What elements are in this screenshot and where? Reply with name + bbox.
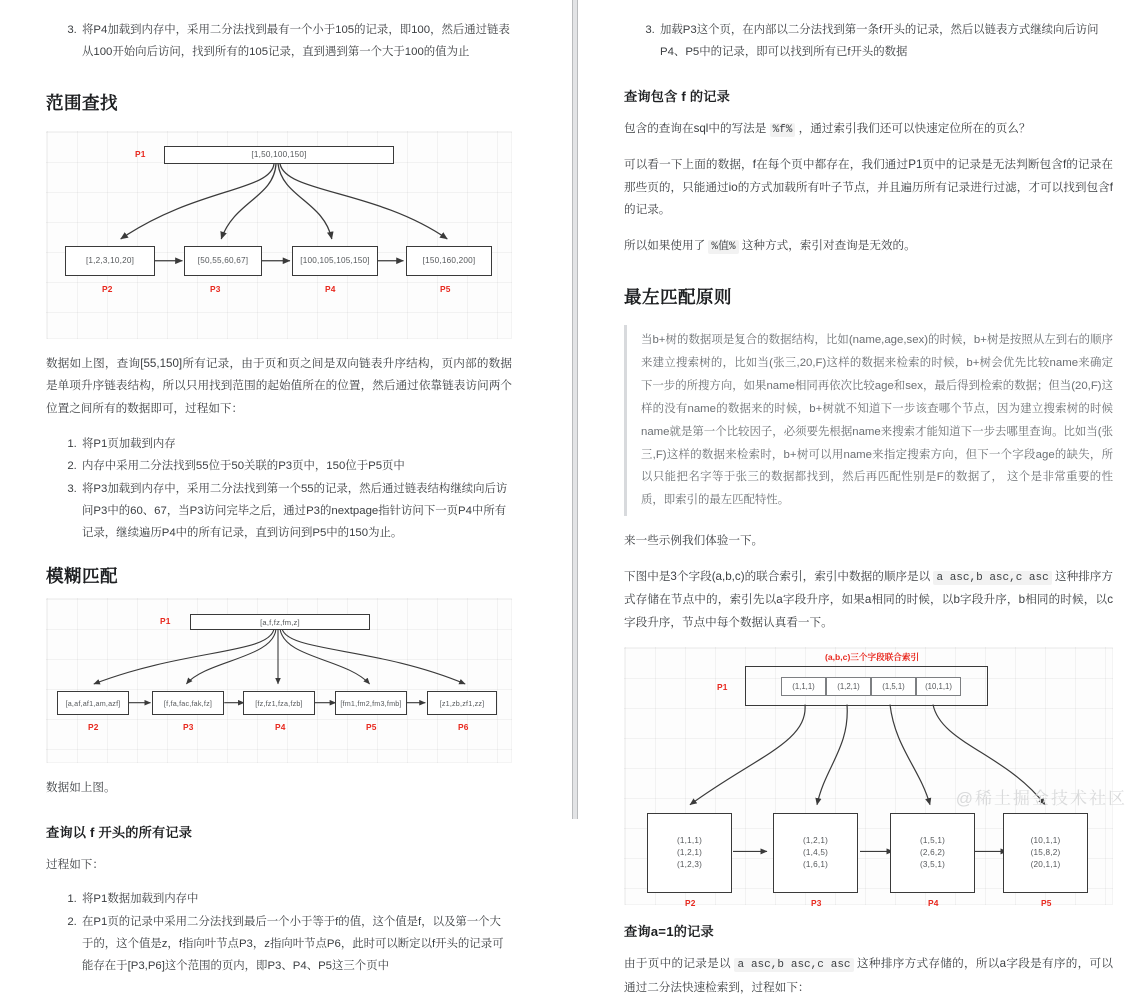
code-percent-value-percent: %值% — [708, 240, 738, 254]
paragraph-contains-conclusion — [624, 235, 1113, 258]
text-part: ，通过索引我们还可以快速定位所在的页么？ — [795, 121, 1031, 135]
page-label-p3: P3 — [210, 283, 221, 294]
leaf-row: (1,4,5) — [802, 848, 829, 857]
left-top-ordered-list — [46, 20, 512, 64]
page-label-p5: P5 — [366, 722, 377, 733]
paragraph-fuzzy-data: 数据如上图。 — [46, 781, 116, 795]
node-leaf-p5: [150,160,200] — [406, 246, 492, 276]
node-leaf-p4: [fz,fz1,fza,fzb] — [243, 691, 315, 715]
node-leaf-p3 — [773, 813, 858, 893]
watermark: @稀土掘金技术社区 — [955, 789, 1127, 808]
paragraph-contains-explain: 可以看一下上面的数据，f在每个页中都存在，我们通过P1页中的记录是无法判断包含f的记录在那些页的，只能通过io的方式加载所有叶子节点，并且遍历所有记录进行过滤，才可以找到包含f的记录。 — [624, 158, 1113, 217]
page-label-p1: P1 — [717, 682, 728, 693]
list-item: 1. 将P1数据加载到内存中 — [80, 889, 512, 911]
leaf-row: (10,1,1) — [1030, 835, 1061, 845]
page-label-p5: P5 — [440, 283, 451, 294]
node-leaf-p2: [a,af,af1,am,azf] — [57, 691, 129, 715]
heading-fuzzy-match: 模糊匹配 — [46, 566, 118, 587]
leaf-row: (1,2,1) — [802, 835, 829, 845]
text-part: 包含的查询在sql中的写法是 — [624, 121, 770, 135]
page-label-p2: P2 — [685, 898, 696, 909]
root-cell-3: (1,5,1) — [871, 677, 916, 696]
text-part: 下图中是3个字段(a,b,c)的联合索引，索引中数据的顺序是以 — [624, 569, 934, 583]
leaf-row: (20,1,1) — [1030, 860, 1061, 870]
heading-query-contains-f: 查询包含 f 的记录 — [624, 88, 731, 104]
code-order-abc-asc: a asc,b asc,c asc — [933, 571, 1051, 585]
text-part: 这种排序方式存储的，所以a字段是有序的，可以通过二分法快速检索到，过程如下： — [624, 957, 1114, 994]
root-cell-1: (1,1,1) — [781, 677, 826, 696]
page-label-p3: P3 — [811, 898, 822, 909]
node-leaf-p3: [50,55,60,67] — [184, 246, 262, 276]
list-item: 3. 加载P3这个页，在内部以二分法找到第一条f开头的记录，然后以链表方式继续向后访问P4、P5中的记录，即可以找到所有已f开头的数据 — [658, 20, 1113, 64]
leaf-row: (15,8,2) — [1030, 848, 1061, 857]
node-leaf-p5: [fm1,fm2,fm3,fmb] — [335, 691, 407, 715]
diagram-range-search-btree — [46, 131, 512, 339]
right-page — [578, 0, 1145, 994]
quote-leftmost-principle: 当b+树的数据项是复合的数据结构，比如(name,age,sex)的时候，b+树是按照从左到右的顺序来建立搜索树的，比如当(张三,20,F)这样的数据来检索的时候，b+树会优先比较name来确定下一步的所搜方向，如果name相同再依次比较age和sex，最后得到检索的数据；但当(20,F)这样的没有name的数据来的时候，b+树就不知道下一步该查哪个节点，因为建立搜索树的时候name就是第一个比较因子，必须要先根据name来搜索才能知道下一步去哪里查询。比如当(张三,F)这样的数据来检索时，b+树可以用name来指定搜索方向，但下一个字段age的缺失，所以只能把名字等于张三的数据都找到，然后再匹配性别是F的数据了， 这个是非常重要的性质，即索引的最左匹配特性。 — [624, 325, 1113, 516]
leaf-row: (1,5,1) — [919, 835, 946, 845]
node-leaf-p6: [z1,zb,zf1,zz] — [427, 691, 497, 715]
left-page — [0, 0, 572, 972]
node-leaf-p2 — [647, 813, 732, 893]
leaf-row: (3,5,1) — [919, 860, 946, 870]
diagram-composite-index-btree — [624, 647, 1113, 909]
paragraph-composite-index-order — [624, 566, 1113, 635]
text-part: 所以如果使用了 — [624, 239, 709, 252]
list-item: 2. 内存中采用二分法找到55位于50关联的P3页中，150位于P5页中 — [80, 456, 512, 478]
heading-query-starts-with-f: 查询以 f 开头的所有记录 — [46, 824, 193, 840]
leaf-row: (1,2,3) — [676, 860, 703, 870]
page-label-p1: P1 — [160, 616, 171, 627]
list-item: 1. 将P1页加载到内存 — [80, 434, 512, 456]
node-leaf-p2: [1,2,3,10,20] — [65, 246, 155, 276]
root-cell-4: (10,1,1) — [916, 677, 961, 696]
leaf-row: (1,6,1) — [802, 860, 829, 870]
code-order-abc-asc-2: a asc,b asc,c asc — [734, 958, 853, 972]
page-label-p1: P1 — [135, 148, 146, 159]
right-top-ordered-list — [624, 20, 1113, 64]
node-leaf-p3: [f,fa,fac,fak,fz] — [152, 691, 224, 715]
paragraph-fuzzy-intro: 过程如下： — [46, 857, 104, 871]
page-label-p4: P4 — [928, 898, 939, 909]
paragraph-query-a-explain — [624, 953, 1113, 999]
page-label-p5: P5 — [1041, 898, 1052, 909]
paragraph-contains-sql — [624, 118, 1113, 141]
diagram-fuzzy-match-btree — [46, 598, 512, 763]
node-leaf-p4 — [890, 813, 975, 893]
list-item: 3. 将P4加载到内存中，采用二分法找到最有一个小于105的记录，即100，然后通过链表从100开始向后访问，找到所有的105记录，直到遇到第一个大于100的值为止 — [80, 20, 512, 64]
page-label-p3: P3 — [183, 722, 194, 733]
steps-fuzzy-match — [46, 889, 512, 978]
node-leaf-p4: [100,105,105,150] — [292, 246, 378, 276]
diagram-title-composite-index: (a,b,c)三个字段联合索引 — [825, 652, 920, 663]
page-label-p4: P4 — [275, 722, 286, 733]
heading-query-a-equals-1: 查询a=1的记录 — [624, 924, 714, 940]
node-leaf-p5 — [1003, 813, 1088, 893]
leaf-row: (1,1,1) — [676, 835, 703, 845]
node-root-p1: [a,f,fz,fm,z] — [190, 614, 370, 630]
heading-range-search: 范围查找 — [46, 92, 118, 113]
page-label-p2: P2 — [88, 722, 99, 733]
page-label-p4: P4 — [325, 283, 336, 294]
code-percent-f-percent: %f% — [770, 123, 796, 137]
leaf-row: (1,2,1) — [676, 848, 703, 857]
text-part: 由于页中的记录是以 — [624, 957, 735, 971]
list-item: 2. 在P1页的记录中采用二分法找到最后一个小于等于f的值，这个值是f，以及第一个大于的，这个值是z，f指向叶节点P3，z指向叶节点P6，此时可以断定以f开头的记录可能存在于[P3,P6]这个范围的页内，即P3、P4、P5这三个页中 — [80, 912, 512, 978]
page-label-p6: P6 — [458, 722, 469, 733]
leaf-row: (2,6,2) — [919, 848, 946, 857]
page-label-p2: P2 — [102, 283, 113, 294]
text-part: 这种方式，索引对查询是无效的。 — [738, 239, 916, 252]
steps-range-search — [46, 434, 512, 545]
root-cell-2: (1,2,1) — [826, 677, 871, 696]
heading-leftmost-prefix-principle: 最左匹配原则 — [624, 287, 732, 308]
paragraph-examples-intro: 来一些示例我们体验一下。 — [624, 533, 764, 547]
paragraph-range-search: 数据如上图，查询[55,150]所有记录，由于页和页之间是双向链表升序结构，页内部的数据是单项升序链表结构，所以只用找到范围的起始值所在的位置，然后通过依靠链表访问两个位置之间所有的数据即可，过程如下： — [46, 356, 512, 415]
list-item: 3. 将P3加载到内存中，采用二分法找到第一个55的记录，然后通过链表结构继续向后访问P3中的60、67，当P3访问完毕之后，通过P3的nextpage指针访问下一页P4中所有记录，继续遍历P4中的所有记录，直到访问到P5中的150为止。 — [80, 479, 512, 545]
node-root-p1: [1,50,100,150] — [164, 146, 394, 164]
text-part: 这种排序方式存储在节点中的，索引先以a字段升序，如果a相同的时候，以b字段升序，b相同的时候，以c字段升序，节点中每个数据认真看一下。 — [624, 569, 1113, 629]
